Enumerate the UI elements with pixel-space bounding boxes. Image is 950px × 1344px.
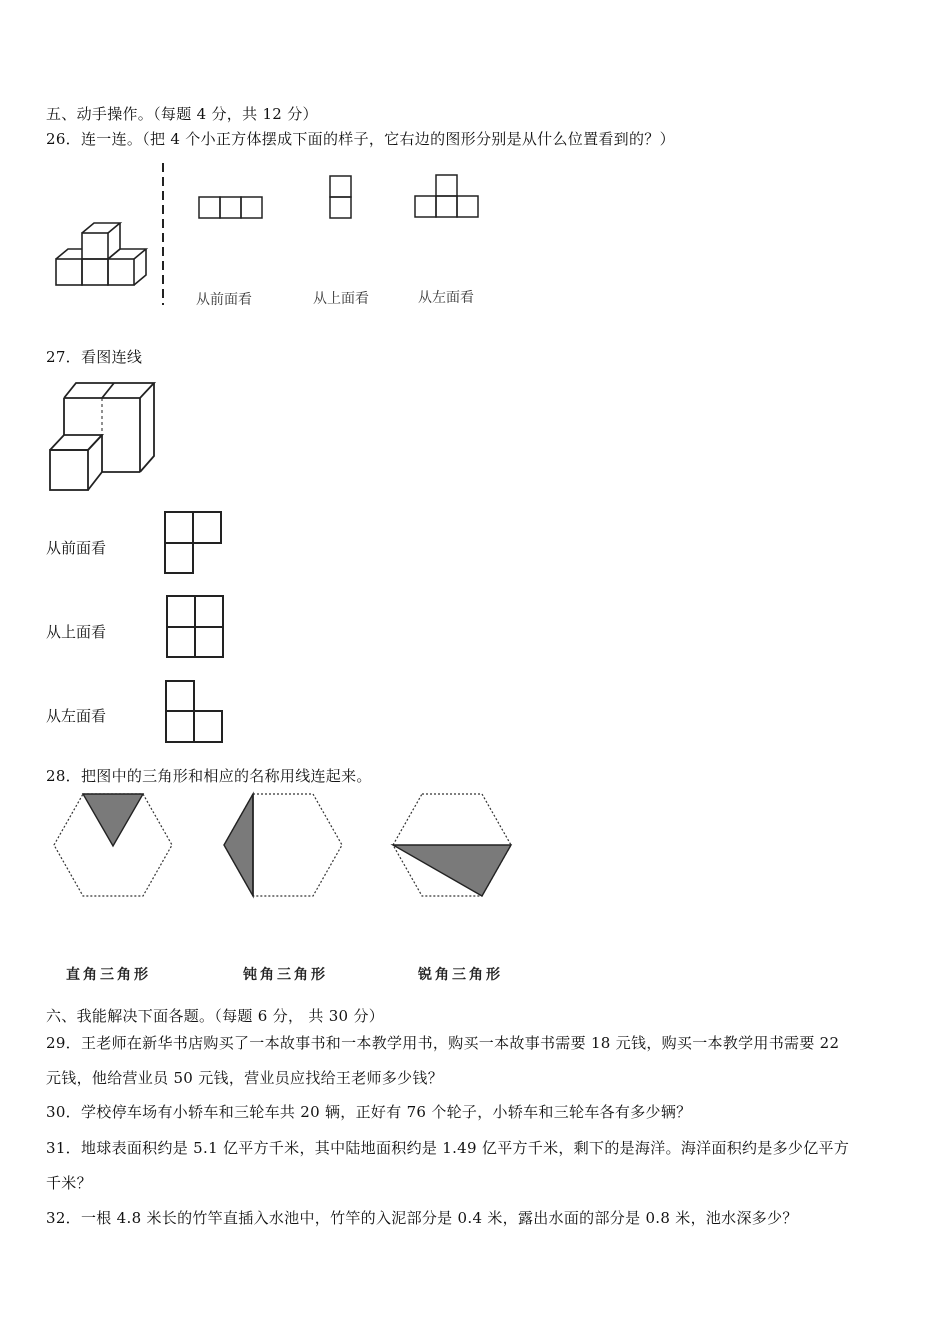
q31-line1: 31．地球表面积约是 5.1 亿平方千米，其中陆地面积约是 1.49 亿平方千米，剩下的是海洋。海洋面积约是多少亿平方 (46, 1139, 850, 1157)
q32-text: 32．一根 4.8 米长的竹竿直插入水池中，竹竿的入泥部分是 0.4 米，露出水面的部分是 0.8 米，池水深多少？ (46, 1209, 798, 1227)
q26-view-front (198, 196, 266, 220)
q30-text: 30．学校停车场有小轿车和三轮车共 20 辆，正好有 76 个轮子，小轿车和三轮车各有多少辆？ (46, 1103, 692, 1121)
q29-line1: 29．王老师在新华书店购买了一本故事书和一本教学用书，购买一本故事书需要 18 元钱，购买一本教学用书需要 22 (46, 1034, 840, 1052)
q27-text: 27．看图连线 (46, 348, 143, 366)
section-6-heading: 六、我能解决下面各题。（每题 6 分， 共 30 分） (46, 1007, 385, 1025)
section-5-heading: 五、动手操作。（每题 4 分，共 12 分） (46, 105, 318, 123)
q27-label-top: 从上面看 (46, 623, 107, 641)
q28-hexagon-3 (391, 792, 513, 898)
q26-caption-front: 从前面看 (196, 292, 252, 308)
q27-view-b (166, 595, 226, 659)
q27-solid-figure (46, 380, 158, 494)
q28-hexagon-1 (52, 792, 174, 898)
q28-hexagon-2 (222, 792, 344, 898)
q26-view-top (329, 175, 353, 220)
q26-dashed-divider (160, 163, 166, 305)
q31-line2: 千米？ (46, 1174, 92, 1192)
q27-view-c (165, 680, 225, 744)
q27-label-left: 从左面看 (46, 707, 107, 725)
q28-text: 28．把图中的三角形和相应的名称用线连起来。 (46, 767, 372, 785)
q28-name-right: 直角三角形 (66, 967, 151, 983)
q28-name-acute: 锐角三角形 (418, 967, 503, 983)
q26-text: 26．连一连。（把 4 个小正方体摆成下面的样子，它右边的图形分别是从什么位置看到的？） (46, 130, 675, 148)
q27-view-a (164, 511, 224, 575)
q27-label-front: 从前面看 (46, 539, 107, 557)
q26-caption-left: 从左面看 (418, 290, 474, 306)
q26-caption-top: 从上面看 (313, 291, 369, 307)
q26-view-left (414, 174, 482, 219)
q29-line2: 元钱，他给营业员 50 元钱，营业员应找给王老师多少钱？ (46, 1069, 444, 1087)
q28-name-obtuse: 钝角三角形 (243, 967, 328, 983)
q26-cube-figure (52, 215, 152, 290)
